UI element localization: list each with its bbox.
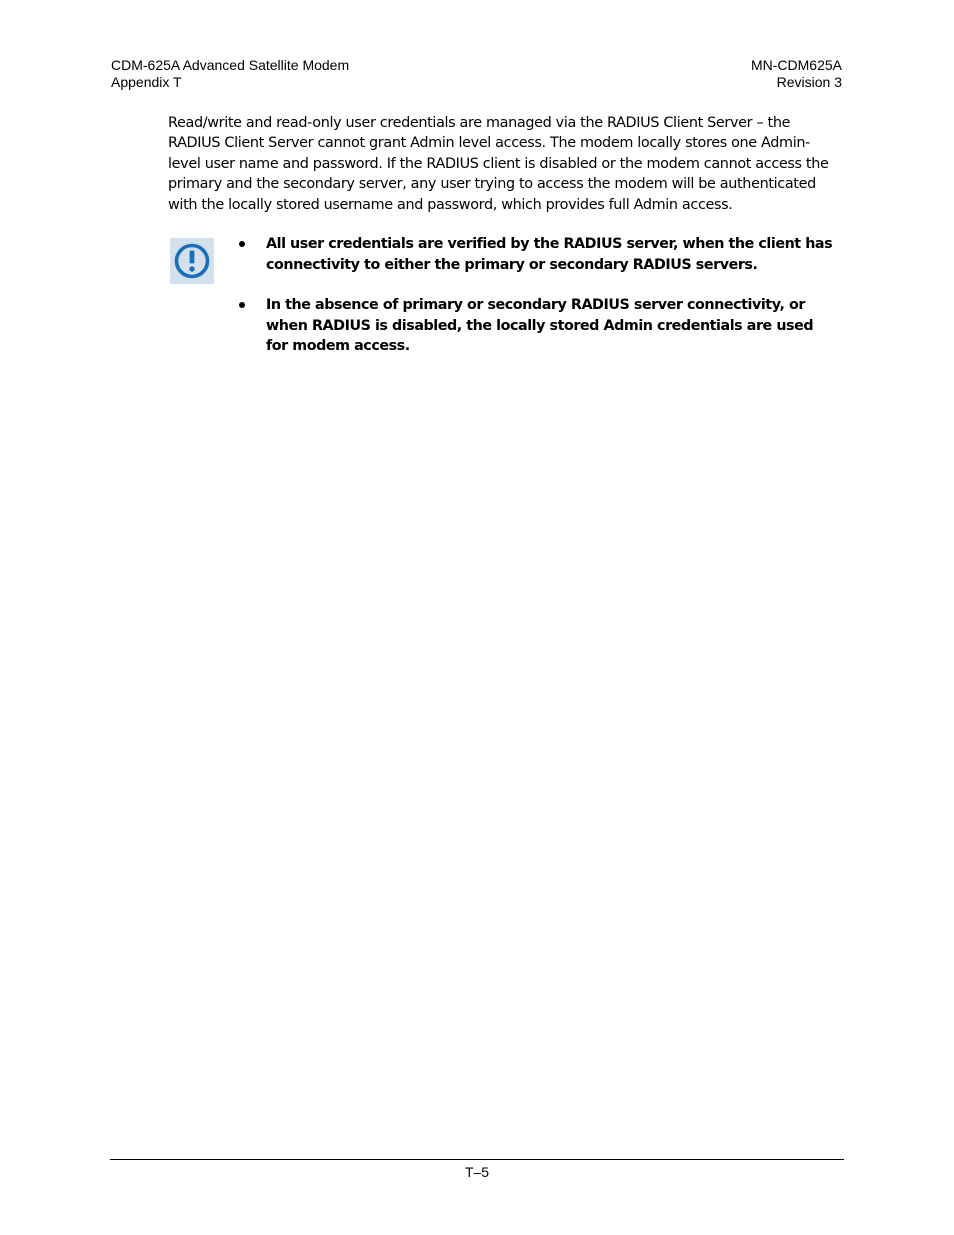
bullet-text: In the absence of primary or secondary RADIUS server connectivity, or when RADIUS is disabled, the locally stored Admin credentials are used for modem access.: [266, 297, 814, 355]
section-label: Appendix T: [111, 74, 182, 90]
page-number: T–5: [464, 1164, 490, 1180]
bullet-icon: [239, 241, 245, 247]
document-title: CDM-625A Advanced Satellite Modem: [111, 57, 350, 73]
header-right: [751, 57, 842, 91]
bullet-text: All user credentials are verified by the RADIUS server, when the client has connectivity to either the primary or secondary RADIUS servers.: [266, 236, 833, 273]
list-item: [236, 234, 836, 275]
exclamation-circle-icon: [170, 238, 214, 284]
header-left: [111, 57, 349, 91]
body-paragraph: Read/write and read-only user credentials are managed via the RADIUS Client Server – the RADIUS Client Server cannot grant Admin level access. The modem locally stores one Admin-level user name and password. If the RADIUS client is disabled or the modem cannot access the primary and the secondary server, any user trying to access the modem will be authenticated with the locally stored username and password, which provides full Admin access.: [168, 115, 829, 213]
list-item: [236, 295, 836, 357]
important-notice-icon: [170, 238, 214, 284]
footer-divider: [110, 1159, 844, 1160]
note-bullet-list: [236, 234, 836, 377]
bullet-icon: [239, 302, 245, 308]
revision-label: Revision 3: [776, 74, 842, 90]
document-number: MN-CDM625A: [750, 57, 842, 73]
